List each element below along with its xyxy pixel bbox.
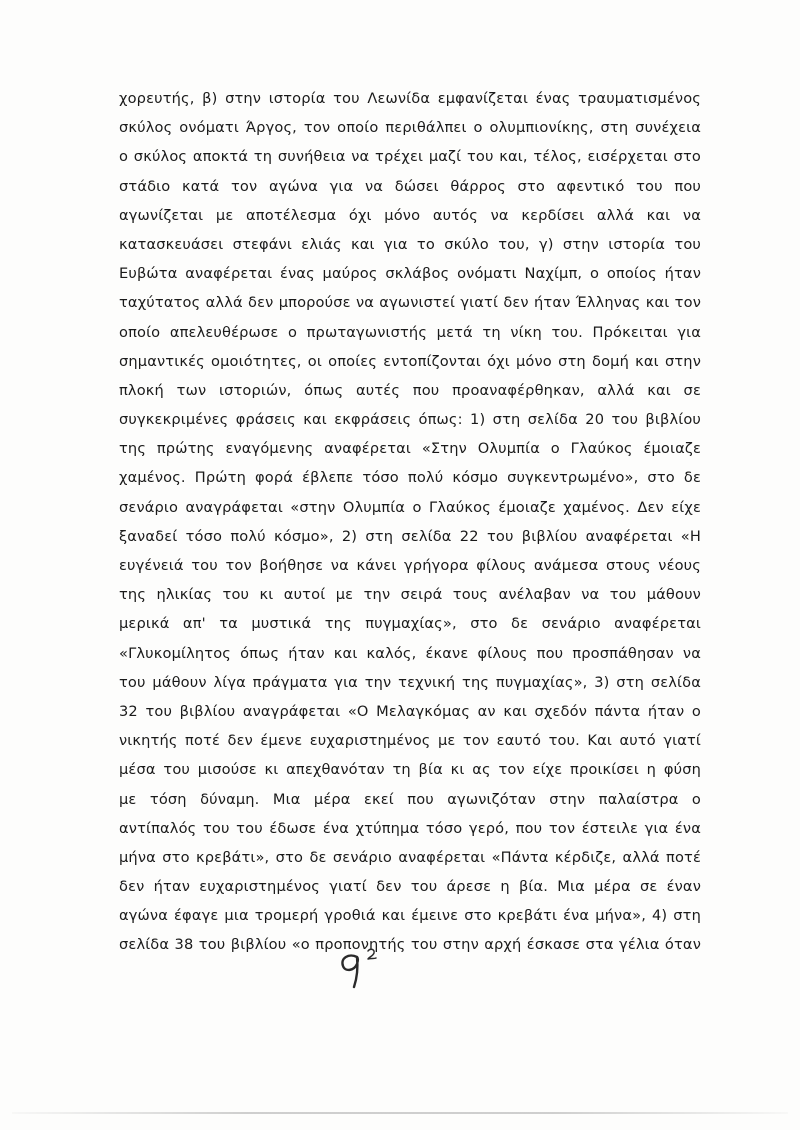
text-line: ευγένειά του τον βοήθησε να κάνει γρήγορα φίλους ανάμεσα στους νέους — [119, 557, 701, 574]
text-line: αγώνα έφαγε μια τρομερή γροθιά και έμεινε στο κρεβάτι ένα μήνα», 4) στη — [119, 907, 701, 925]
text-line: σημαντικές ομοιότητες, οι οποίες εντοπίζονται όχι μόνο στη δομή και στην — [119, 352, 701, 370]
text-line: νικητής ποτέ δεν έμενε ευχαριστημένος με τον εαυτό του. Και αυτό γιατί — [119, 732, 701, 750]
text-line: πλοκή των ιστοριών, όπως αυτές που προαναφέρθηκαν, αλλά και σε — [119, 381, 701, 399]
text-line: οποίο απελευθέρωσε ο πρωταγωνιστής μετά τη νίκη του. Πρόκειται για — [119, 323, 701, 341]
text-line: χαμένος. Πρώτη φορά έβλεπε τόσο πολύ κόσμο συγκεντρωμένο», στο δε — [119, 469, 701, 487]
text-line: συγκεκριμένες φράσεις και εκφράσεις όπως: 1) στη σελίδα 20 του βιβλίου — [119, 411, 701, 429]
text-line: αντίπαλός του του έδωσε ένα χτύπημα τόσο γερό, που τον έστειλε για ένα — [119, 819, 701, 837]
scan-edge-line — [12, 1112, 788, 1114]
text-line: της πρώτης εναγόμενης αναφέρεται «Στην Ολυμπία ο Γλαύκος έμοιαζε — [119, 440, 701, 458]
text-line: κατασκευάσει στεφάνι ελιάς και για το σκύλο του, γ) στην ιστορία του — [119, 235, 701, 253]
text-line: στάδιο κατά τον αγώνα για να δώσει θάρρος στο αφεντικό του που — [119, 177, 701, 195]
text-line: χορευτής, β) στην ιστορία του Λεωνίδα εμφανίζεται ένας τραυματισμένος — [119, 90, 701, 107]
text-line: με τόση δύναμη. Μια μέρα εκεί που αγωνιζόταν στην παλαίστρα ο — [119, 790, 701, 808]
text-line: Ευβώτα αναφέρεται ένας μαύρος σκλάβος ονόματι Ναχίμπ, ο οποίος ήταν — [119, 265, 701, 283]
text-line: σελίδα 38 του βιβλίου «ο προπονητής του στην αρχή έσκασε στα γέλια όταν — [119, 936, 701, 954]
text-line: ταχύτατος αλλά δεν μπορούσε να αγωνιστεί γιατί δεν ήταν Έλληνας και τον — [119, 294, 701, 312]
text-line: «Γλυκομίλητος όπως ήταν και καλός, έκανε φίλους που προσπάθησαν να — [119, 644, 701, 662]
text-line: ξαναδεί τόσο πολύ κόσμο», 2) στη σελίδα 22 του βιβλίου αναφέρεται «Η — [119, 527, 701, 545]
text-line: 32 του βιβλίου αναγράφεται «Ο Μελαγκόμας αν και σχεδόν πάντα ήταν ο — [119, 702, 701, 720]
text-line: αγωνίζεται με αποτέλεσμα όχι μόνο αυτός να κερδίσει αλλά και να — [119, 206, 701, 224]
handwritten-page-number — [330, 945, 400, 995]
text-line: σενάριο αναγράφεται «στην Ολυμπία ο Γλαύκος έμοιαζε χαμένος. Δεν είχε — [119, 498, 701, 516]
text-line: μερικά απ' τα μυστικά της πυγμαχίας», στο δε σενάριο αναφέρεται — [119, 615, 701, 633]
handwritten-page-number-mark — [330, 945, 400, 995]
text-line: μήνα στο κρεβάτι», στο δε σενάριο αναφέρεται «Πάντα κέρδιζε, αλλά ποτέ — [119, 848, 701, 866]
body-text — [119, 84, 701, 960]
text-line: του μάθουν λίγα πράγματα για την τεχνική της πυγμαχίας», 3) στη σελίδα — [119, 673, 701, 691]
text-line: δεν ήταν ευχαριστημένος γιατί δεν του άρεσε η βία. Μια μέρα σε έναν — [119, 878, 701, 896]
text-line: μέσα του μισούσε κι απεχθανόταν τη βία κι ας τον είχε προικίσει η φύση — [119, 761, 701, 779]
text-line: σκύλος ονόματι Άργος, τον οποίο περιθάλπει ο ολυμπιονίκης, στη συνέχεια — [119, 119, 701, 137]
text-line: της ηλικίας του κι αυτοί με την σειρά τους ανέλαβαν να του μάθουν — [119, 586, 701, 604]
text-line: ο σκύλος αποκτά τη συνήθεια να τρέχει μαζί του και, τέλος, εισέρχεται στο — [119, 148, 701, 166]
